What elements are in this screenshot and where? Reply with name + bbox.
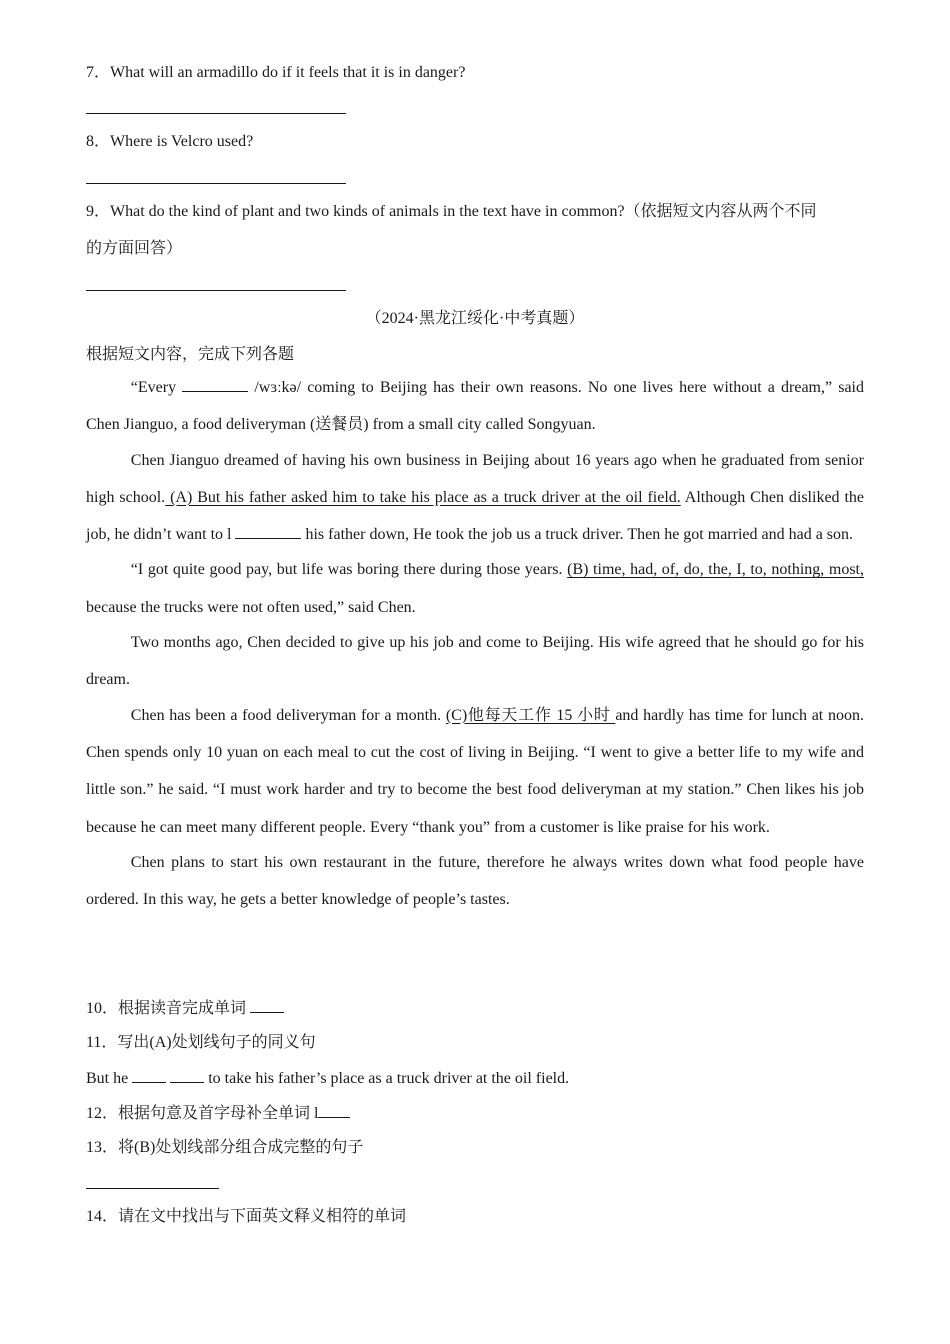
p5-text-b: and hardly has time for lunch at noon. Chen spends only 10 yuan on each meal to cut the cost of living in Beijing. “I went to give a better life to my wife and little son.” he said. “I must work harder and try to become the best food deliveryman at my station.” Chen likes his job because he can meet many different people. Every “thank you” from a customer is like praise for his work. (86, 706, 864, 836)
blank-q11-2[interactable] (170, 1068, 204, 1083)
blank-q12[interactable] (318, 1103, 350, 1118)
underlined-sentence-a: (A) But his father asked him to take his place as a truck driver at the oil field. (165, 488, 681, 506)
question-10: 10．根据读音完成单词 (86, 998, 284, 1019)
question-9-line-1: 9．What do the kind of plant and two kinds of animals in the text have in common?（依据短文内容从两个不同 (86, 203, 817, 220)
answer-line-9[interactable] (86, 290, 346, 291)
answer-line-8[interactable] (86, 183, 346, 184)
source-citation: （2024·黑龙江绥化·中考真题） (365, 310, 585, 327)
p2-text-c: his father down, He took the job us a truck driver. Then he got married and had a son. (301, 526, 854, 544)
answer-line-13[interactable] (86, 1188, 219, 1189)
paragraph-2 (86, 442, 864, 554)
underlined-words-b: (B) time, had, of, do, the, I, to, nothing, most, (567, 561, 864, 579)
underlined-chinese-c: (C)他每天工作 15 小时 (445, 706, 616, 724)
question-11-sentence: But he to take his father’s place as a truck driver at the oil field. (86, 1070, 570, 1087)
reading-passage (86, 369, 864, 916)
question-11: 11．写出(A)处划线句子的同义句 (86, 1034, 316, 1051)
p3-text-b: because the trucks were not often used,” said Chen. (86, 598, 416, 616)
question-12: 12．根据句意及首字母补全单词 l (86, 1103, 350, 1124)
paragraph-6: Chen plans to start his own restaurant in the future, therefore he always writes down what food people have ordered. In this way, he gets a better knowledge of people’s tastes. (86, 853, 864, 909)
p1-text-a: “Every (130, 379, 183, 396)
p2-text-b: Although Chen disliked the job, he didn’t want to l (86, 488, 865, 544)
question-7: 7．What will an armadillo do if it feels that it is in danger? (86, 64, 466, 81)
question-9-line-2: 的方面回答） (86, 240, 183, 257)
p1-text-b: /wɜːkə/ coming to Beijing has their own reasons. No one lives here without a dream,” said Chen Jianguo, a food deliveryman (送餐员) from a small city called Songyuan. (86, 379, 864, 434)
passage-instruction: 根据短文内容，完成下列各题 (86, 346, 295, 363)
paragraph-3 (86, 551, 864, 626)
question-13: 13．将(B)处划线部分组合成完整的句子 (86, 1139, 364, 1156)
answer-line-7[interactable] (86, 113, 346, 114)
blank-q10[interactable] (250, 998, 284, 1013)
question-14: 14．请在文中找出与下面英文释义相符的单词 (86, 1208, 407, 1225)
paragraph-4: Two months ago, Chen decided to give up his job and come to Beijing. His wife agreed that he should go for his dream. (86, 634, 864, 689)
blank-let[interactable] (235, 524, 301, 539)
question-8: 8．Where is Velcro used? (86, 133, 254, 150)
p3-text-a: “I got quite good pay, but life was boring there during those years. (130, 561, 568, 579)
p5-text-a: Chen has been a food deliveryman for a month. (130, 706, 446, 724)
p2-text-a: Chen Jianguo dreamed of having his own business in Beijing about 16 years ago when he graduated from senior high school. (86, 451, 864, 506)
blank-worker[interactable] (182, 377, 248, 392)
paragraph-1 (86, 369, 864, 444)
paragraph-5 (86, 697, 864, 846)
blank-q11-1[interactable] (132, 1068, 166, 1083)
